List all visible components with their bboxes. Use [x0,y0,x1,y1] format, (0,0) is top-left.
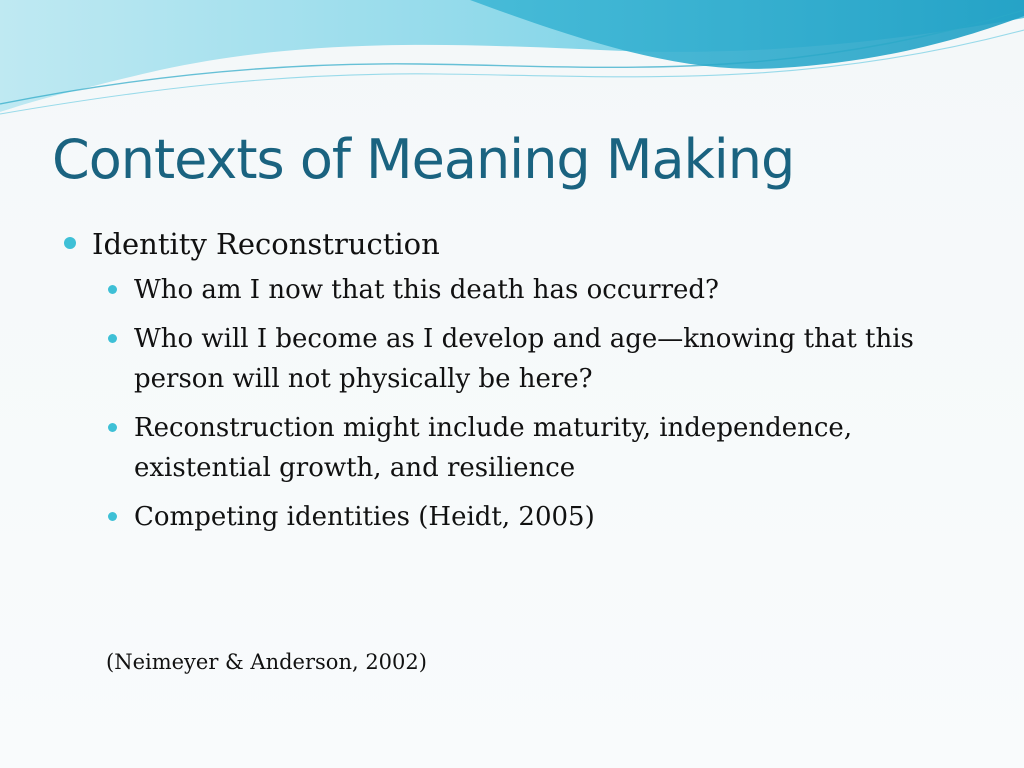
sub-bullet-item [104,408,962,488]
sub-bullet-text: Competing identities (Heidt, 2005) [134,502,595,532]
citation: (Neimeyer & Anderson, 2002) [106,650,427,674]
slide-title: Contexts of Meaning Making [52,128,795,191]
sub-bullet-text: Who am I now that this death has occurred? [134,275,719,305]
sub-bullet-text: Who will I become as I develop and age—knowing that this person will not physically be here? [134,324,914,394]
sub-bullet-list [62,270,962,537]
sub-bullet-dot-icon [108,512,117,521]
decorative-wave-banner [0,0,1024,120]
bullet-label: Identity Reconstruction [92,227,440,261]
sub-bullet-item [104,270,962,310]
sub-bullet-item [104,319,962,399]
sub-bullet-dot-icon [108,334,117,343]
bullet-dot-icon [64,237,76,249]
slide-body [62,222,962,546]
sub-bullet-item [104,497,962,537]
bullet-identity-reconstruction [62,222,962,266]
sub-bullet-dot-icon [108,285,117,294]
sub-bullet-text: Reconstruction might include maturity, independence, existential growth, and resilience [134,413,853,483]
sub-bullet-dot-icon [108,423,117,432]
